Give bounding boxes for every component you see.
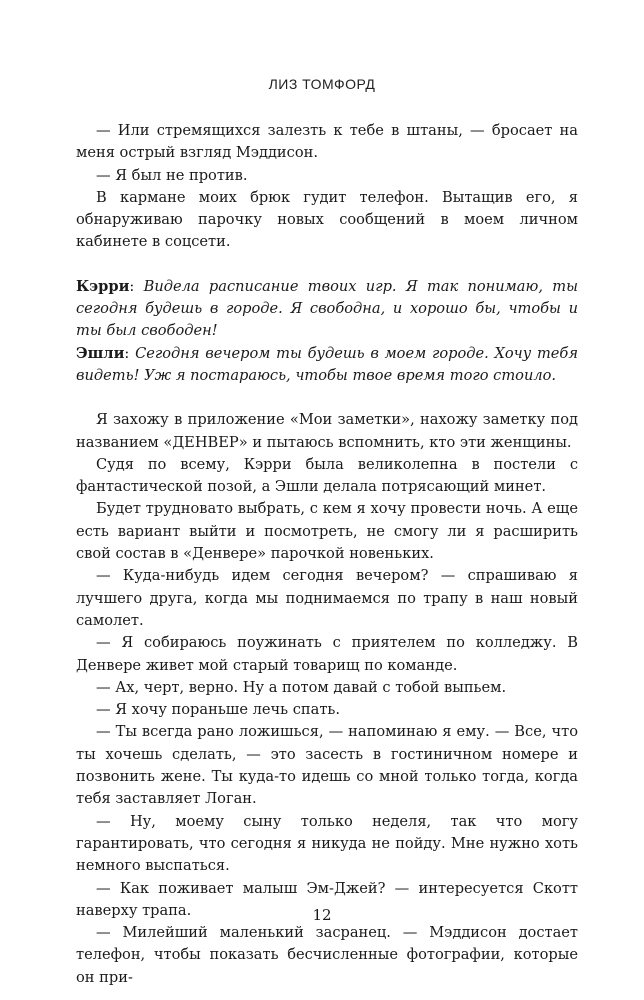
message-carrie: Кэрри: Видела расписание твоих игр. Я так понимаю, ты сегодня будешь в городе. Я свободна, и хорошо бы, чтобы и ты был свободен!: [76, 277, 578, 340]
paragraph: — Ты всегда рано ложишься, — напоминаю я ему. — Все, что ты хочешь сделать, — это засесть в гостиничном номере и позвонить жене. Ты куда-то идешь со мной только тогда, когда тебя заставляет Логан.: [76, 723, 578, 808]
message-sender: Кэрри: [76, 277, 130, 295]
message-text: Сегодня вечером ты будешь в моем городе. Хочу тебя видеть! Уж я постараюсь, чтобы твое время того стоило.: [76, 344, 579, 384]
paragraph: В кармане моих брюк гудит телефон. Вытащив его, я обнаруживаю парочку новых сообщений в моем личном кабинете в соцсети.: [76, 188, 578, 251]
paragraph: — Куда-нибудь идем сегодня вечером? — спрашиваю я лучшего друга, когда мы поднимаемся по трапу в наш новый самолет.: [76, 567, 578, 629]
page-number: 12: [312, 906, 332, 924]
paragraph: — Ах, черт, верно. Ну а потом давай с тобой выпьем.: [96, 678, 507, 696]
paragraph: — Я собираюсь поужинать с приятелем по колледжу. В Денвере живет мой старый товарищ по команде.: [76, 634, 578, 674]
paragraph: — Милейший маленький засранец. — Мэддисон достает телефон, чтобы показать бесчисленные фотографии, которые он при-: [76, 924, 578, 986]
paragraph: — Я был не против.: [96, 166, 248, 184]
paragraph: Будет трудновато выбрать, с кем я хочу провести ночь. А еще есть вариант выйти и посмотреть, не смогу ли я расширить свой состав в «Денвере» парочкой новеньких.: [76, 500, 578, 563]
message-text: Видела расписание твоих игр. Я так понимаю, ты сегодня будешь в городе. Я свободна, и хорошо бы, чтобы и ты был свободен!: [76, 277, 578, 340]
paragraph: — Как поживает малыш Эм-Джей? — интересуется Скотт наверху трапа.: [76, 879, 578, 919]
body-text: [76, 120, 578, 989]
paragraph: Судя по всему, Кэрри была великолепна в постели с фантастической позой, а Эшли делала потрясающий минет.: [76, 455, 578, 496]
paragraph: — Ну, моему сыну только неделя, так что могу гарантировать, что сегодня я никуда не пойду. Мне нужно хоть немного выспаться.: [76, 812, 578, 875]
paragraph: Я захожу в приложение «Мои заметки», нахожу заметку под названием «ДЕНВЕР» и пытаюсь вспомнить, кто эти женщины.: [76, 411, 578, 451]
paragraph: — Я хочу пораньше лечь спать.: [96, 701, 341, 719]
paragraph: — Или стремящихся залезть к тебе в штаны, — бросает на меня острый взгляд Мэддисон.: [76, 122, 578, 162]
message-sender: Эшли: [76, 344, 125, 362]
message-ashley: Эшли: Сегодня вечером ты будешь в моем городе. Хочу тебя видеть! Уж я постараюсь, чтобы твое время того стоило.: [76, 344, 579, 384]
running-head: ЛИЗ ТОМФОРД: [268, 76, 376, 92]
